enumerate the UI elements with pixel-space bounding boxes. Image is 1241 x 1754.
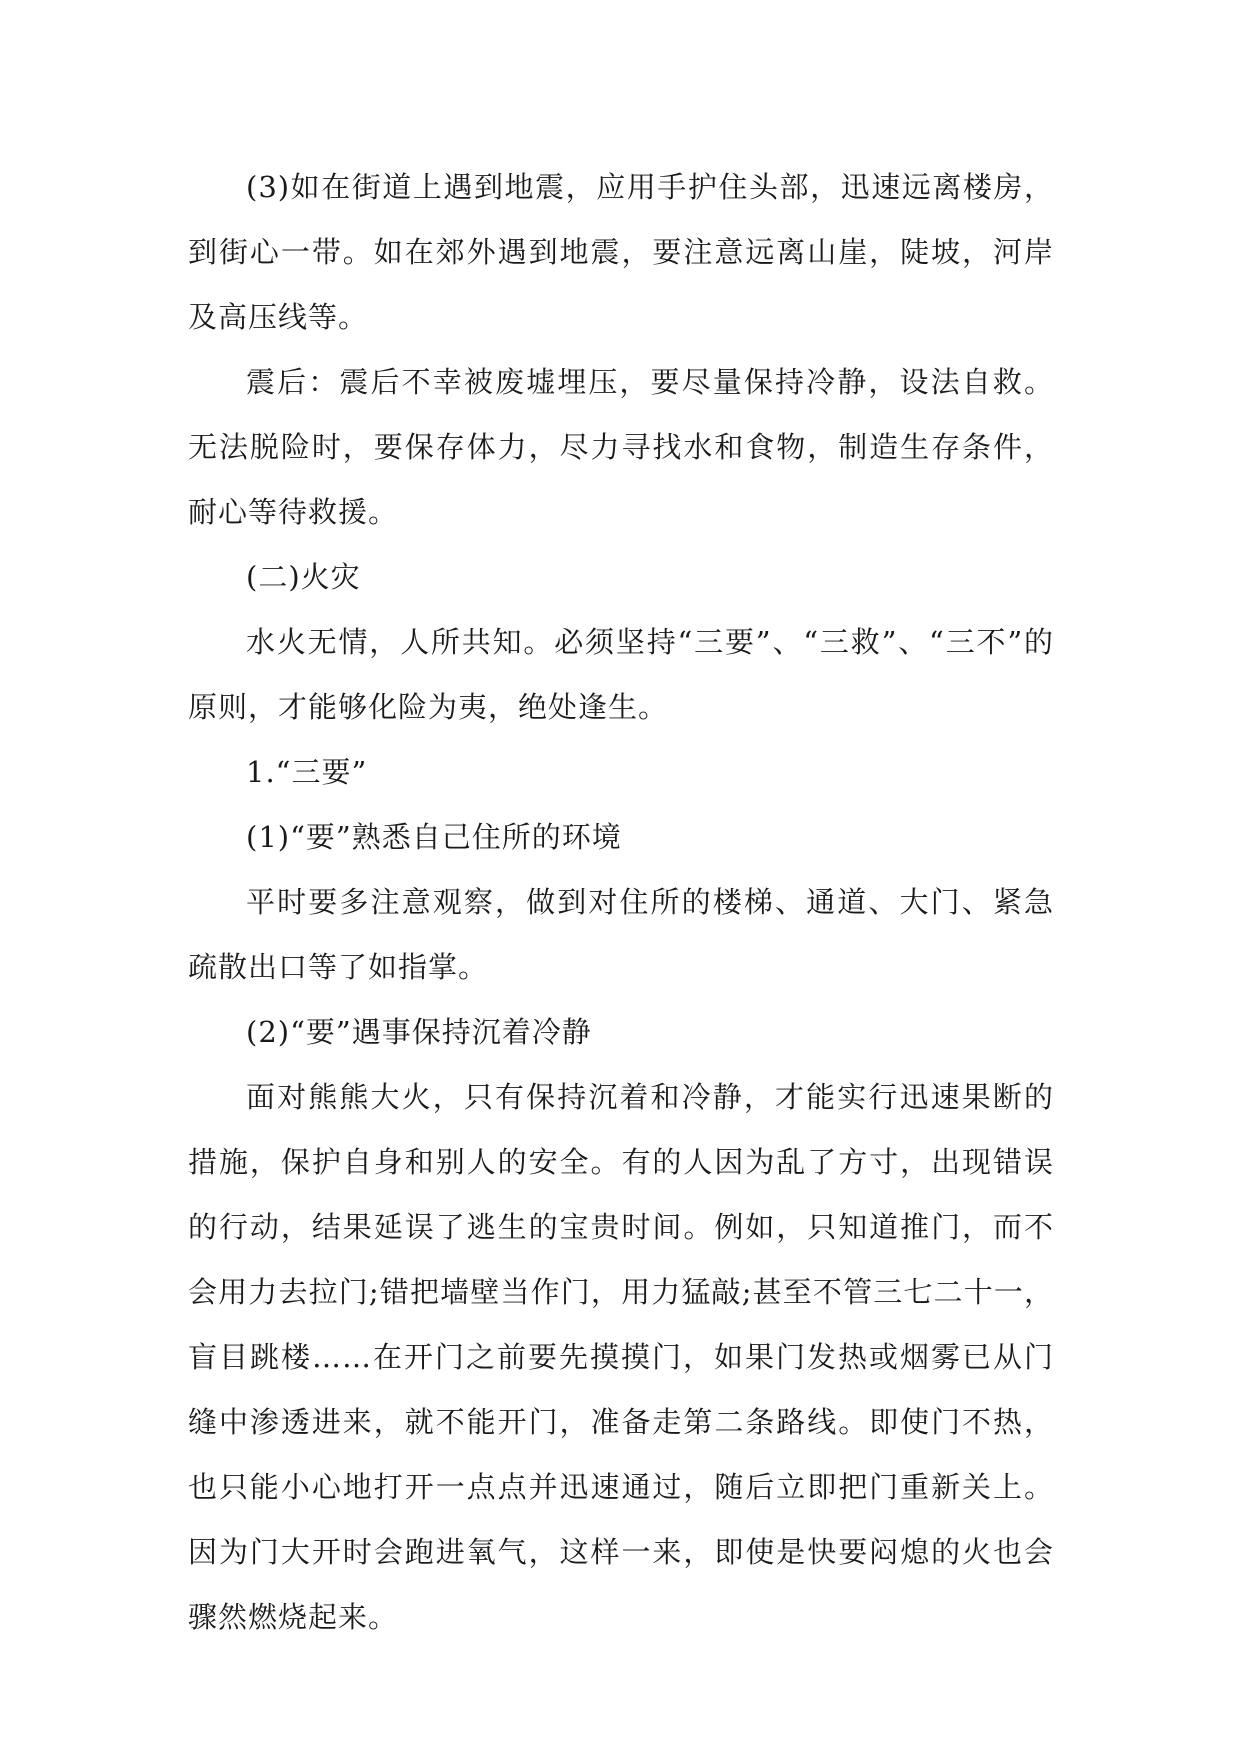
paragraph-stay-calm: 面对熊熊大火，只有保持沉着和冷静，才能实行迅速果断的措施，保护自身和别人的安全。有的人因为乱了方寸，出现错误的行动，结果延误了逃生的宝贵时间。例如，只知道推门，而不会用力去拉门;错把墙壁当作门，用力猛敲;甚至不管三七二十一，盲目跳楼……在开门之前要先摸摸门，如果门发热或烟雾已从门缝中渗透进来，就不能开门，准备走第二条路线。即使门不热，也只能小心地打开一点点并迅速通过，随后立即把门重新关上。因为门大开时会跑进氧气，这样一来，即使是快要闷熄的火也会骤然燃烧起来。 — [188, 1080, 1054, 1634]
paragraph-after-earthquake: 震后：震后不幸被废墟埋压，要尽量保持冷静，设法自救。无法脱险时，要保存体力，尽力寻找水和食物，制造生存条件，耐心等待救援。 — [188, 365, 1054, 529]
section-heading-fire: (二)火灾 — [246, 560, 361, 594]
paragraph-street-earthquake: (3)如在街道上遇到地震，应用手护住头部，迅速远离楼房，到街心一带。如在郊外遇到地震，要注意远离山崖，陡坡，河岸及高压线等。 — [188, 170, 1054, 334]
document-body — [188, 155, 1054, 1650]
item-heading-know-environment: (1)“要”熟悉自己住所的环境 — [246, 820, 622, 854]
paragraph-know-environment: 平时要多注意观察，做到对住所的楼梯、通道、大门、紧急疏散出口等了如指掌。 — [188, 885, 1054, 984]
subheading-three-musts: 1.“三要” — [246, 755, 368, 789]
item-heading-stay-calm: (2)“要”遇事保持沉着冷静 — [246, 1015, 592, 1049]
paragraph-fire-principles: 水火无情，人所共知。必须坚持“三要”、“三救”、“三不”的原则，才能够化险为夷，绝处逢生。 — [188, 625, 1054, 724]
